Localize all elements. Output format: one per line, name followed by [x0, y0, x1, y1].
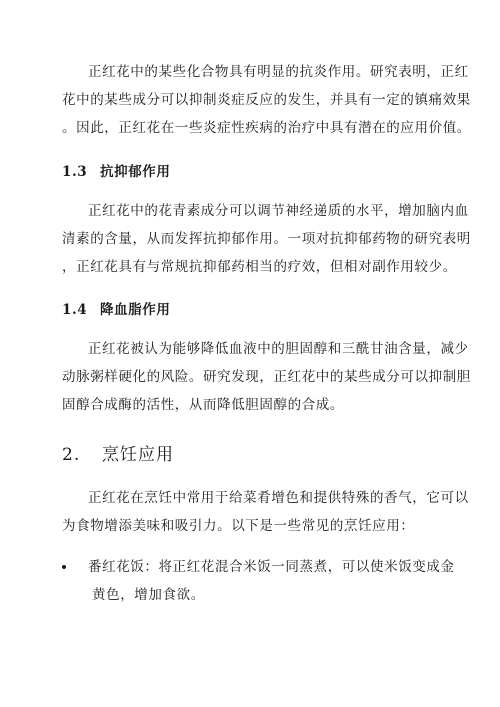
- text-line: 动脉粥样硬化的风险。研究发现，正红花中的某些成分可以抑制胆: [62, 369, 471, 385]
- text-line: 。因此，正红花在一些炎症性疾病的治疗中具有潜在的应用价值。: [62, 120, 471, 136]
- text-line: ，正红花具有与常规抗抑郁药相当的疗效，但相对副作用较少。: [62, 259, 457, 275]
- section-title: 烹饪应用: [102, 445, 174, 465]
- section-number: 1.3: [62, 164, 88, 180]
- section-number: 2.: [62, 445, 81, 465]
- section-title: 抗抑郁作用: [100, 164, 171, 180]
- text-line: 正红花被认为能够降低血液中的胆固醇和三酰甘油含量，减少: [88, 341, 469, 357]
- text-line: 花中的某些成分可以抑制炎症反应的发生，并具有一定的镇痛效果: [62, 92, 471, 108]
- section-title: 降血脂作用: [100, 302, 171, 318]
- text-line: 清素的含量，从而发挥抗抑郁作用。一项对抗抑郁药物的研究表明: [62, 231, 471, 247]
- paragraph-antidepressant: [62, 197, 471, 281]
- paragraph-cooking-intro: [62, 484, 469, 540]
- text-line: 番红花饭：将正红花混合米饭一同蒸煮，可以使米饭变成金: [88, 559, 455, 575]
- bullet-icon: [62, 565, 66, 569]
- text-line: 正红花在烹饪中常用于给菜肴增色和提供特殊的香气，它可以: [88, 490, 469, 506]
- section-heading-1-3: [62, 160, 171, 180]
- list-item: [62, 553, 455, 609]
- text-line: 正红花中的某些化合物具有明显的抗炎作用。研究表明，正红: [88, 64, 469, 80]
- paragraph-lipid-lowering: [62, 335, 471, 419]
- text-line: 为食物增添美味和吸引力。以下是一些常见的烹饪应用：: [62, 518, 415, 534]
- text-line: 正红花中的花青素成分可以调节神经递质的水平，增加脑内血: [88, 203, 469, 219]
- text-line: 黄色，增加食欲。: [92, 587, 205, 603]
- paragraph-anti-inflammatory: [62, 58, 471, 142]
- section-heading-2: [62, 440, 174, 465]
- section-number: 1.4: [62, 302, 88, 318]
- section-heading-1-4: [62, 298, 171, 318]
- text-line: 固醇合成酶的活性，从而降低胆固醇的合成。: [62, 397, 344, 413]
